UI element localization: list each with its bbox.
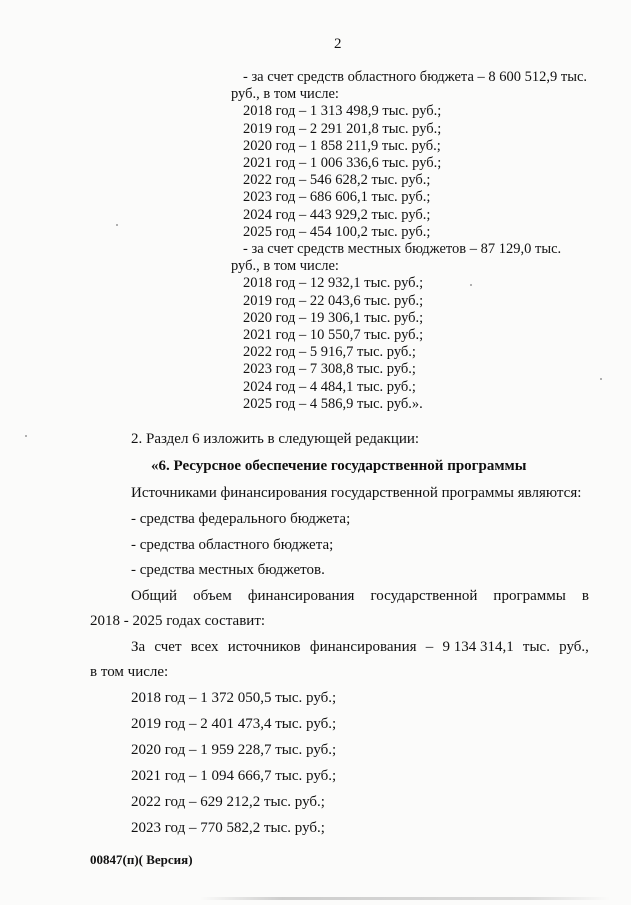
total-volume-line: [131, 588, 589, 605]
word: программы: [493, 588, 566, 604]
instruction-line: 2. Раздел 6 изложить в следующей редакции:: [131, 431, 420, 447]
regional-budget-text: - за счет средств областного бюджета – 8 600 512,9: [243, 69, 558, 85]
word: объем: [193, 588, 232, 604]
word: тыс.: [535, 241, 562, 258]
word: всех: [190, 639, 219, 655]
total-year-line: 2023 год – 770 582,2 тыс. руб.;: [131, 820, 325, 836]
scan-speck: [116, 224, 118, 226]
word: –: [469, 241, 478, 258]
word: тыс.: [522, 639, 550, 655]
regional-year-line: 2025 год – 454 100,2 тыс. руб.;: [243, 223, 431, 240]
source-item: - средства местных бюджетов.: [131, 562, 325, 578]
regional-budget-line: [231, 69, 593, 86]
local-year-line: 2018 год – 12 932,1 тыс. руб.;: [243, 275, 424, 292]
local-year-line: 2023 год – 7 308,8 тыс. руб.;: [243, 361, 416, 378]
local-budget-line2: руб., в том числе:: [231, 258, 339, 275]
total-year-line: 2018 год – 1 372 050,5 тыс. руб.;: [131, 690, 337, 706]
total-year-line: 2022 год – 629 212,2 тыс. руб.;: [131, 794, 325, 810]
word: источников: [227, 639, 301, 655]
source-item: - средства областного бюджета;: [131, 537, 334, 553]
word: За: [131, 639, 146, 655]
word: руб.,: [559, 639, 589, 655]
word: средств: [297, 241, 345, 258]
local-year-line: 2019 год – 22 043,6 тыс. руб.;: [243, 292, 424, 309]
total-year-line: 2021 год – 1 094 666,7 тыс. руб.;: [131, 768, 337, 784]
local-year-line: 2024 год – 4 484,1 тыс. руб.;: [243, 378, 416, 395]
regional-budget-block: [231, 69, 593, 413]
scan-speck: [600, 378, 602, 380]
word: –: [425, 639, 434, 655]
total-year-line: 2020 год – 1 959 228,7 тыс. руб.;: [131, 742, 337, 758]
section-heading: «6. Ресурсное обеспечение государственной программы: [151, 458, 527, 474]
total-year-line: 2019 год – 2 401 473,4 тыс. руб.;: [131, 716, 337, 732]
local-budget-line: [231, 241, 593, 258]
scan-speck: [25, 435, 27, 437]
word: в: [581, 588, 589, 604]
scan-smudge: [200, 897, 610, 900]
regional-year-line: 2024 год – 443 929,2 тыс. руб.;: [243, 206, 431, 223]
sources-intro: Источниками финансирования государственной программы являются:: [131, 485, 582, 501]
word: 87 129,0: [480, 241, 532, 258]
word: за: [251, 241, 264, 258]
word: финансирования: [247, 588, 355, 604]
regional-budget-line2: руб., в том числе:: [231, 86, 339, 103]
word: государственной: [370, 588, 478, 604]
regional-year-line: 2022 год – 546 628,2 тыс. руб.;: [243, 172, 431, 189]
all-sources-line: [131, 639, 589, 656]
regional-year-line: 2019 год – 2 291 201,8 тыс. руб.;: [243, 120, 442, 137]
regional-budget-unit: тыс.: [560, 69, 588, 85]
regional-year-line: 2018 год – 1 313 498,9 тыс. руб.;: [243, 103, 442, 120]
word: счет: [267, 241, 294, 258]
word: -: [243, 241, 248, 258]
word: бюджетов: [404, 241, 467, 258]
document-footer-code: 00847(п)( Версия): [90, 852, 193, 867]
word: 9 134 314,1: [442, 639, 514, 655]
source-item: - средства федерального бюджета;: [131, 511, 351, 527]
local-year-line: 2025 год – 4 586,9 тыс. руб.».: [243, 395, 423, 412]
word: счет: [154, 639, 182, 655]
local-year-line: 2021 год – 10 550,7 тыс. руб.;: [243, 327, 424, 344]
total-volume-line2: 2018 - 2025 годах составит:: [90, 613, 266, 629]
scan-speck: [470, 284, 472, 286]
regional-year-line: 2023 год – 686 606,1 тыс. руб.;: [243, 189, 431, 206]
local-year-line: 2022 год – 5 916,7 тыс. руб.;: [243, 344, 416, 361]
regional-year-line: 2021 год – 1 006 336,6 тыс. руб.;: [243, 155, 442, 172]
local-year-line: 2020 год – 19 306,1 тыс. руб.;: [243, 309, 424, 326]
word: местных: [347, 241, 402, 258]
word: Общий: [131, 588, 178, 604]
word: финансирования: [309, 639, 417, 655]
regional-year-line: 2020 год – 1 858 211,9 тыс. руб.;: [243, 137, 441, 154]
all-sources-line2: в том числе:: [90, 664, 169, 680]
page-number: 2: [334, 36, 342, 52]
